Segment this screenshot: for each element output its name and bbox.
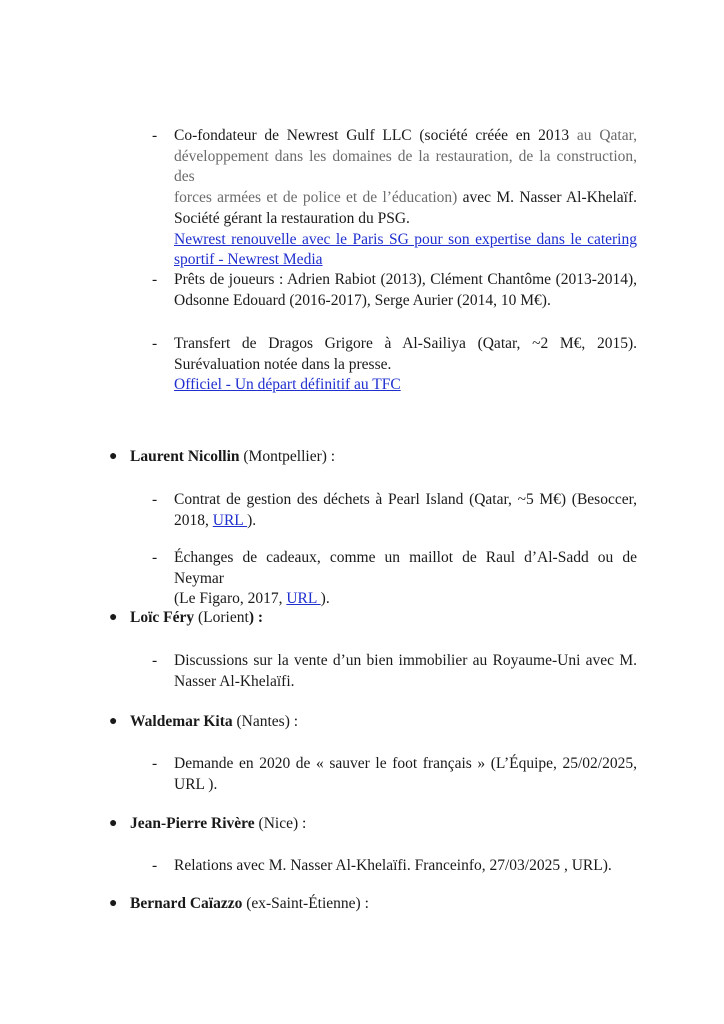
list-item-kita-demande (152, 754, 637, 795)
text-line: forces armées et de police et de l’éducation) avec M. Nasser Al-Khelaïf. (174, 189, 638, 207)
bullet-icon: ● (109, 896, 118, 911)
text-line: 2018, URL ). (174, 511, 257, 529)
person-heading-nicollin (109, 446, 336, 467)
text-line: Relations avec M. Nasser Al-Khelaïfi. Franceinfo, 27/03/2025 , URL). (174, 857, 612, 874)
newrest-article-link-cont[interactable]: sportif - Newrest Media (174, 251, 323, 269)
bullet-icon: ● (109, 449, 118, 464)
text-line: Prêts de joueurs : Adrien Rabiot (2013), Clément Chantôme (2013-2014), (174, 271, 637, 288)
text-line: URL ). (174, 775, 218, 793)
bullet-icon: ● (109, 610, 118, 625)
text-line: (Le Figaro, 2017, URL ). (174, 590, 330, 608)
person-heading-riviere (109, 813, 307, 834)
text-line: Nasser Al-Khelaïfi. (174, 672, 295, 690)
text-line: Demande en 2020 de « sauver le foot français » (L’Équipe, 25/02/2025, (174, 755, 637, 772)
list-item-nicollin-cadeaux (152, 548, 637, 610)
person-heading-kita (109, 711, 299, 732)
person-name: Loïc Féry (130, 609, 195, 626)
person-heading-fery: ● Loïc Féry (Lorient) : (109, 609, 264, 626)
dash-marker: - (152, 549, 158, 566)
list-item-transfert (152, 334, 637, 396)
transfert-article-link[interactable]: Officiel - Un départ définitif au TFC (174, 376, 401, 394)
text-line: Échanges de cadeaux, comme un maillot de Raul d’Al-Sadd ou de Neymar (174, 549, 637, 587)
dash-marker: - (152, 755, 158, 772)
club-name: (ex-Saint-Étienne) : (242, 895, 369, 912)
text-line: Odsonne Edouard (2016-2017), Serge Aurier (2014, 10 M€). (174, 291, 551, 309)
url-link[interactable]: URL (286, 590, 321, 608)
dash-marker: - (152, 127, 158, 144)
text-line: Société gérant la restauration du PSG. (174, 209, 410, 227)
club-name: (Lorient (194, 609, 249, 626)
text-line: Co-fondateur de Newrest Gulf LLC (société créée en 2013 au Qatar, (174, 127, 637, 144)
club-name: (Montpellier) : (239, 448, 336, 465)
list-item-riviere-relations (152, 856, 637, 877)
url-link[interactable]: URL (212, 511, 248, 529)
newrest-article-link[interactable]: Newrest renouvelle avec le Paris SG pour son expertise dans le catering (174, 230, 637, 248)
bullet-icon: ● (109, 714, 118, 729)
list-item-nicollin-dechets (152, 490, 637, 531)
bullet-icon: ● (109, 816, 118, 831)
dash-marker: - (152, 857, 158, 874)
text-line: Contrat de gestion des déchets à Pearl Island (Qatar, ~5 M€) (Besoccer, (174, 491, 637, 508)
list-item-prets (152, 270, 637, 311)
text-line: développement dans les domaines de la restauration, de la construction, des (174, 147, 637, 186)
text-line: Surévaluation notée dans la presse. (174, 355, 392, 373)
dash-marker: - (152, 652, 158, 669)
dash-marker: - (152, 271, 158, 288)
dash-marker: - (152, 491, 158, 508)
list-item-fery-immobilier (152, 651, 637, 692)
person-name: Bernard Caïazzo (130, 895, 243, 912)
person-name: Jean-Pierre Rivère (130, 815, 255, 832)
dash-marker: - (152, 335, 158, 352)
club-name: (Nantes) : (232, 713, 299, 730)
person-heading-caiazzo (109, 893, 369, 914)
person-name: Waldemar Kita (130, 713, 233, 730)
text-line: Transfert de Dragos Grigore à Al-Sailiya (Qatar, ~2 M€, 2015). (174, 335, 637, 352)
text-line: Discussions sur la vente d’un bien immobilier au Royaume-Uni avec M. (174, 652, 637, 669)
club-name: (Nice) : (254, 815, 307, 832)
list-item-newrest (152, 126, 638, 271)
person-name: Laurent Nicollin (130, 448, 240, 465)
